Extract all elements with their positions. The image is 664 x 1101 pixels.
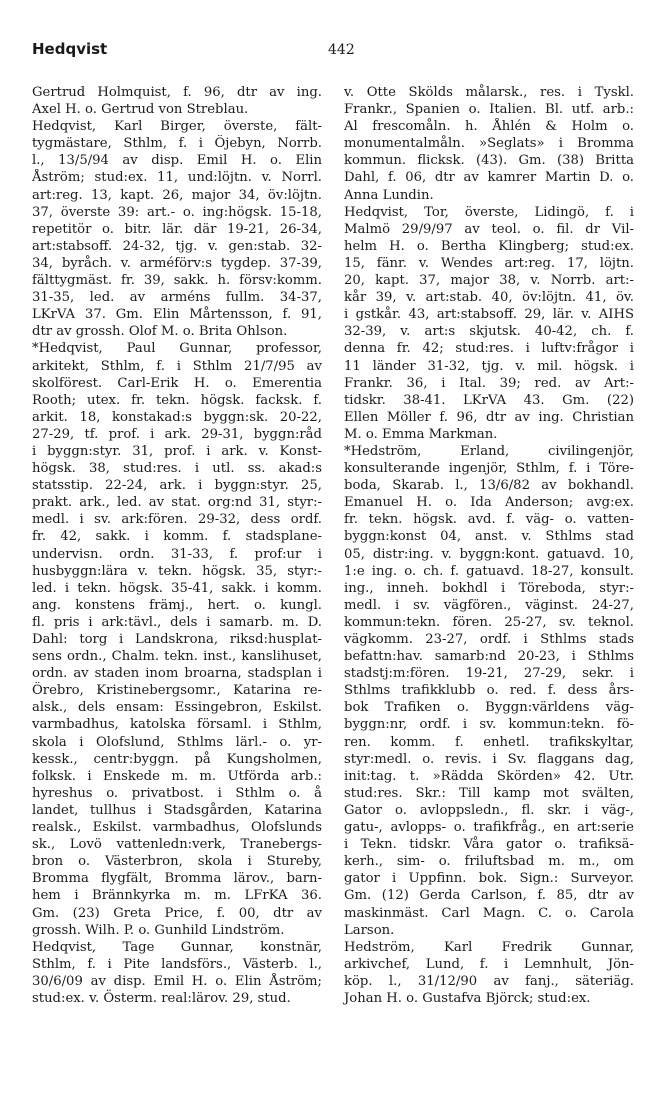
text-line: Malmö 29/9/97 av teol. o. fil. dr Vil- — [344, 221, 634, 237]
text-line: *Hedström, Erland, civilingenjör, — [344, 443, 634, 459]
text-line: medl. i sv. ark:fören. 29-32, dess ordf. — [32, 512, 322, 528]
text-line: undervisn. ordn. 31-33, f. prof:ur i — [32, 546, 322, 562]
text-line: styr:medl. o. revis. i Sv. flaggans dag, — [344, 751, 634, 767]
text-line: fr. 42, sakk. i komm. f. stadsplane- — [32, 529, 322, 545]
text-line: i byggn:styr. 31, prof. i ark. v. Konst- — [32, 443, 322, 459]
text-line: Johan H. o. Gustafva Björck; stud:ex. — [344, 990, 591, 1006]
text-line: köp. l., 31/12/90 av fanj., säteriäg. — [344, 973, 634, 989]
text-line: l., 13/5/94 av disp. Emil H. o. Elin — [32, 153, 322, 169]
text-line: skolförest. Carl-Erik H. o. Emerentia — [32, 375, 322, 391]
text-line: bron o. Västerbron, skola i Stureby, — [32, 854, 322, 870]
left-column — [32, 84, 322, 1007]
text-line: fl. pris i ark:tävl., dels i samarb. m. D. — [32, 614, 322, 630]
text-line: Åström; stud:ex. 11, und:löjtn. v. Norrl. — [32, 170, 322, 186]
text-line: monumentalmåln. »Seglats» i Bromma — [344, 136, 634, 152]
text-line: folksk. i Enskede m. m. Utförda arb.: — [32, 768, 322, 784]
text-line: Sthlms trafikklubb o. red. f. dess års- — [344, 683, 634, 699]
text-line: medl. i sv. vägfören., väginst. 24-27, — [344, 597, 634, 613]
text-line: konsulterande ingenjör, Sthlm, f. i Töre- — [344, 461, 634, 477]
text-line: dtr av grossh. Olof M. o. Brita Ohlson. — [32, 324, 288, 340]
text-line: kommun:tekn. fören. 25-27, sv. teknol. — [344, 614, 634, 630]
text-line: vägkomm. 23-27, ordf. i Sthlms stads — [344, 632, 634, 647]
text-line: hem i Brännkyrka m. m. LFrKA 36. — [32, 888, 322, 904]
page-number: 442 — [328, 42, 355, 58]
text-line: Rooth; utex. fr. tekn. högsk. facksk. f. — [32, 392, 322, 408]
text-line: befattn:hav. samarb:nd 20-23, i Sthlms — [344, 649, 634, 665]
text-line: Anna Lundin. — [344, 187, 434, 203]
text-line: init:tag. t. »Rädda Skörden» 42. Utr. — [344, 768, 634, 784]
text-line: stud:ex. v. Österm. real:lärov. 29, stud. — [32, 990, 291, 1006]
text-line: husbyggn:lära v. tekn. högsk. 35, styr:- — [32, 563, 322, 579]
text-line: 31-35, led. av arméns fullm. 34-37, — [32, 290, 322, 306]
text-line: Hedqvist, Karl Birger, överste, fält- — [32, 119, 322, 135]
text-line: bok Trafiken o. Byggn:världens väg- — [344, 700, 634, 716]
text-line: M. o. Emma Markman. — [344, 426, 498, 442]
text-line: Hedström, Karl Fredrik Gunnar, — [344, 939, 634, 955]
text-line: kår 39, v. art:stab. 40, öv:löjtn. 41, öv. — [344, 290, 634, 306]
text-line: alsk., dels ensam: Essingebron, Eskilst. — [32, 700, 322, 716]
text-line: helm H. o. Bertha Klingberg; stud:ex. — [344, 238, 634, 254]
running-headword: Hedqvist — [32, 40, 108, 58]
text-line: Gm. (23) Greta Price, f. 00, dtr av — [32, 905, 322, 921]
text-line: Gator o. avloppsledn., fl. skr. i väg-, — [344, 802, 634, 818]
text-line: 32-39, v. art:s skjutsk. 40-42, ch. f. — [344, 324, 634, 340]
text-line: led. i tekn. högsk. 35-41, sakk. i komm. — [32, 580, 322, 596]
text-line: repetitör o. bitr. lär. där 19-21, 26-34, — [32, 221, 322, 237]
text-line: art:reg. 13, kapt. 26, major 34, öv:löjtn. — [32, 187, 322, 203]
text-line: arkitekt, Sthlm, f. i Sthlm 21/7/95 av — [32, 358, 322, 374]
text-line: boda, Skarab. l., 13/6/82 av bokhandl. — [344, 478, 634, 494]
text-line: varmbadhus, katolska församl. i Sthlm, — [32, 717, 322, 733]
text-line: Gertrud Holmquist, f. 96, dtr av ing. — [32, 85, 322, 100]
text-line: Dahl: torg i Landskrona, riksd:husplat- — [32, 632, 322, 647]
text-line: landet, tullhus i Stadsgården, Katarina — [32, 802, 322, 818]
text-line: Hedqvist, Tor, överste, Lidingö, f. i — [344, 204, 634, 220]
text-line: gatu-, avlopps- o. trafikfråg., en art:serie — [344, 820, 634, 836]
text-line: 34, byråch. v. arméförv:s tygdep. 37-39, — [32, 255, 322, 271]
text-line: i gstkår. 43, art:stabsoff. 29, lär. v. AIHS — [344, 307, 634, 323]
text-line: ing., inneh. bokhdl i Töreboda, styr:- — [344, 580, 634, 596]
text-line: kerh., sim- o. friluftsbad m. m., om — [344, 854, 634, 870]
text-line: 20, kapt. 37, major 38, v. Norrb. art:- — [344, 273, 634, 289]
text-line: stud:res. Skr.: Till kamp mot svälten, — [344, 785, 634, 801]
text-line: LKrVA 37. Gm. Elin Mårtensson, f. 91, — [32, 307, 322, 323]
text-line: prakt. ark., led. av stat. org:nd 31, styr:- — [32, 495, 322, 511]
text-line: fälttygmäst. fr. 39, sakk. h. försv:komm. — [32, 273, 322, 289]
text-line: Al frescomåln. h. Åhlén & Holm o. — [344, 119, 634, 135]
text-line: tygmästare, Sthlm, f. i Öjebyn, Norrb. — [32, 136, 322, 152]
text-line: Ellen Möller f. 96, dtr av ing. Christian — [344, 409, 634, 425]
text-line: stadstj:m:fören. 19-21, 27-29, sekr. i — [344, 666, 634, 682]
text-line: ordn. av staden inom broarna, stadsplan i — [32, 666, 322, 682]
text-line: kessk., centr:byggn. på Kungsholmen, — [32, 751, 322, 767]
text-line: Frankr. 36, i Ital. 39; red. av Art:- — [344, 375, 634, 391]
text-line: sens ordn., Chalm. tekn. inst., kanslihuset, — [32, 649, 322, 665]
text-line: Bromma flygfält, Bromma lärov., barn- — [32, 871, 322, 887]
text-line: realsk., Eskilst. varmbadhus, Olofslunds — [32, 820, 322, 836]
text-line: 15, fänr. v. Wendes art:reg. 17, löjtn. — [344, 255, 634, 271]
text-line: arkit. 18, konstakad:s byggn:sk. 20-22, — [32, 409, 322, 425]
running-head — [32, 40, 624, 64]
text-line: *Hedqvist, Paul Gunnar, professor, — [32, 341, 322, 357]
right-column — [344, 84, 634, 1007]
text-line: ren. komm. f. enhetl. trafikskyltar, — [344, 734, 634, 750]
text-line: 27-29, tf. prof. i ark. 29-31, byggn:råd — [32, 426, 322, 442]
text-line: Axel H. o. Gertrud von Streblau. — [32, 102, 249, 118]
text-line: sk., Lovö vattenledn:verk, Tranebergs- — [32, 837, 322, 853]
text-line: 37, överste 39: art.- o. ing:högsk. 15-18, — [32, 204, 322, 220]
text-line: 1:e ing. o. ch. f. gatuavd. 18-27, konsult. — [344, 563, 634, 579]
text-line: tidskr. 38-41. LKrVA 43. Gm. (22) — [344, 392, 634, 408]
text-line: 05, distr:ing. v. byggn:kont. gatuavd. 10, — [344, 546, 634, 562]
text-line: grossh. Wilh. P. o. Gunhild Lindström. — [32, 922, 285, 938]
text-line: gator i Uppfinn. bok. Sign.: Surveyor. — [344, 871, 634, 887]
text-line: högsk. 38, stud:res. i utl. ss. akad:s — [32, 461, 322, 477]
text-line: maskinmäst. Carl Magn. C. o. Carola — [344, 905, 634, 921]
text-line: 30/6/09 av disp. Emil H. o. Elin Åström; — [32, 973, 322, 989]
text-line: hyreshus o. privatbost. i Sthlm o. å — [32, 785, 322, 801]
text-line: Frankr., Spanien o. Italien. Bl. utf. arb.: — [344, 102, 634, 118]
text-line: arkivchef, Lund, f. i Lemnhult, Jön- — [344, 956, 634, 972]
text-line: Dahl, f. 06, dtr av kamrer Martin D. o. — [344, 170, 634, 186]
text-line: ang. konstens främj., hert. o. kungl. — [32, 597, 322, 613]
text-line: Emanuel H. o. Ida Anderson; avg:ex. — [344, 495, 634, 511]
text-line: fr. tekn. högsk. avd. f. väg- o. vatten- — [344, 512, 634, 528]
text-line: byggn:nr, ordf. i sv. kommun:tekn. fö- — [344, 717, 634, 733]
text-line: statsstip. 22-24, ark. i byggn:styr. 25, — [32, 478, 322, 494]
text-line: denna fr. 42; stud:res. i luftv:frågor i — [344, 341, 634, 357]
text-line: Sthlm, f. i Pite landsförs., Västerb. l., — [32, 956, 322, 972]
text-line: 11 länder 31-32, tjg. v. mil. högsk. i — [344, 358, 634, 374]
text-line: Larson. — [344, 922, 395, 938]
text-line: kommun. flicksk. (43). Gm. (38) Britta — [344, 153, 634, 169]
text-line: byggn:konst 04, anst. v. Sthlms stad — [344, 529, 634, 545]
text-line: skola i Olofslund, Sthlms lärl.- o. yr- — [32, 734, 322, 750]
text-line: i Tekn. tidskr. Våra gator o. trafiksä- — [344, 837, 634, 853]
text-line: v. Otte Skölds målarsk., res. i Tyskl. — [344, 85, 634, 100]
text-line: art:stabsoff. 24-32, tjg. v. gen:stab. 32- — [32, 238, 322, 254]
text-line: Örebro, Kristinebergsomr., Katarina re- — [32, 683, 322, 699]
text-line: Hedqvist, Tage Gunnar, konstnär, — [32, 939, 322, 955]
text-line: Gm. (12) Gerda Carlson, f. 85, dtr av — [344, 888, 634, 904]
